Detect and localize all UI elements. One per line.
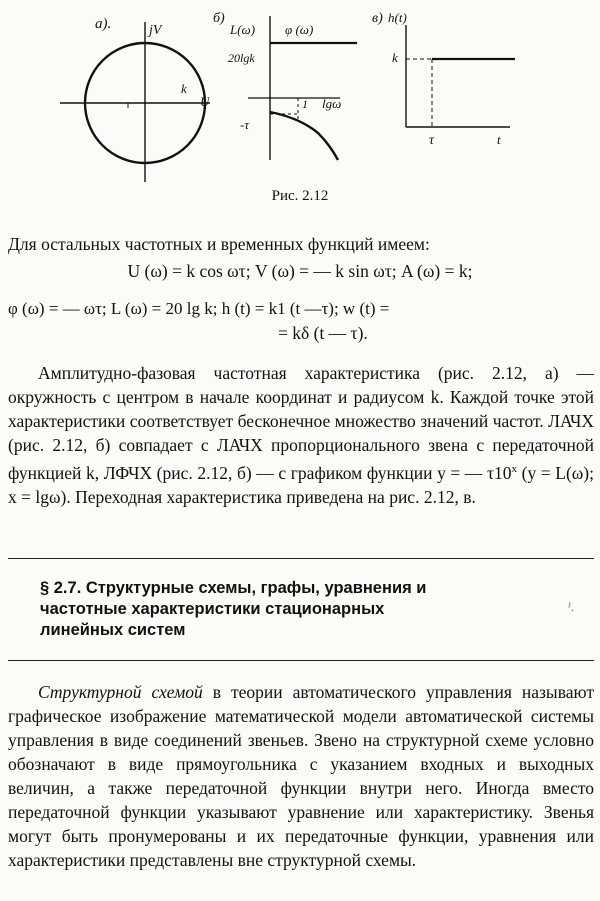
tick-one-label: 1: [302, 97, 308, 111]
equation-2: φ (ω) = — ωτ; L (ω) = 20 lg k; h (t) = k1 (t —τ); w (t) =: [8, 299, 390, 318]
amp-axis-label: L(ω): [230, 22, 256, 37]
paragraph-1-text: Амплитудно-фазовая частотная характеристика (рис. 2.12, а) — окружность с центром в начале координат и радиусом k. Каждой точке этой характеристики соответствует бесконечное множество значений частот. ЛАЧХ (рис. 2.12, б) совпадает с ЛАЧХ пропорционального звена с передаточной функцией k, ЛФЧХ (рис. 2.12, б) — с графиком функции y = — τ10: [8, 363, 594, 483]
bottom-rule: [8, 660, 594, 661]
axis-u-label: U: [200, 94, 210, 109]
level-k-label: k: [392, 50, 398, 65]
tau-label: τ: [429, 133, 435, 148]
freq-axis-label: lgω: [322, 96, 342, 111]
figure-2-12: [0, 0, 600, 215]
equation-3: = kδ (t — τ).: [278, 323, 368, 343]
phase-tau-label: -τ: [240, 117, 249, 132]
intro-text: Для остальных частотных и временных функций имеем:: [8, 234, 430, 254]
axis-jv-label: jV: [149, 23, 162, 38]
panel-a: [60, 16, 211, 182]
panel-a-label: а).: [95, 16, 112, 32]
panel-b: [213, 11, 357, 160]
panel-c-label: в): [372, 11, 383, 26]
t-label: t: [497, 132, 501, 147]
figure-caption: Рис. 2.12: [271, 188, 329, 204]
paragraph-2: [8, 680, 594, 872]
figure-drawings: [0, 0, 600, 215]
level-20lgk-label: 20lgk: [228, 51, 255, 65]
phase-axis-label: φ (ω): [285, 22, 314, 37]
margin-mark: ᴶ.: [568, 600, 574, 614]
panel-c: [372, 10, 515, 148]
paragraph-1: [8, 361, 594, 509]
term-structural-scheme: Структурной схемой: [38, 682, 203, 702]
paragraph-2-text: в теории автоматического управления называют графическое изображение математической модели автоматической системы управления в виде соединений звеньев. Звено на структурной схеме условно обозначают в виде прямоугольника с указанием входных и выходных величин, а также передаточной функции внутри него. Иногда вместо передаточной функции указывают уравнение или характеристику. Звенья могут быть пронумерованы и их передаточные функции, уравнения или характеристики представлены вне структурной схемы.: [8, 682, 594, 870]
equation-1: U (ω) = k cos ωτ; V (ω) = — k sin ωτ; A (ω) = k;: [127, 261, 473, 281]
axis-h-label: h(t): [388, 10, 407, 25]
panel-b-label: б): [213, 11, 225, 26]
paragraph-1-tail: (y = L(ω); x = lgω). Переходная характеристика приведена на рис. 2.12, в.: [8, 462, 594, 507]
top-rule: [8, 558, 594, 559]
radius-k-label: k: [181, 81, 187, 96]
section-heading: § 2.7. Структурные схемы, графы, уравнения и частотные характеристики стационарных линейных систем: [40, 579, 427, 639]
exponent-x: x: [511, 463, 518, 475]
